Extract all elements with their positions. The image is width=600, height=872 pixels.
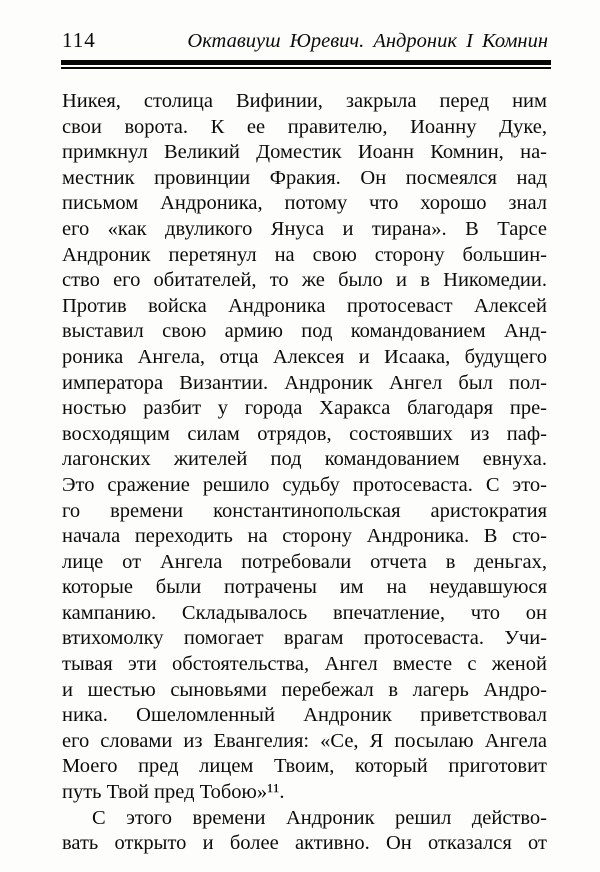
text-line: Это сражение решило судьбу протосеваста. С это-: [62, 473, 547, 496]
text-line: и шестью сыновьями перебежал в лагерь Андро-: [62, 678, 547, 701]
text-line: роника Ангела, отца Алексея и Исаака, будущего: [62, 345, 547, 368]
text-line: кампанию. Складывалось впечатление, что он: [62, 601, 547, 624]
page-header: [62, 28, 548, 53]
text-line: Против войска Андроника протосеваст Алексей: [62, 294, 547, 317]
text-line: его словами из Евангелия: «Се, Я посылаю Ангела: [62, 729, 547, 752]
text-line: которые были потрачены им на неудавшуюся: [62, 576, 547, 599]
text-line: лагонских жителей под командованием евнуха.: [62, 448, 547, 471]
text-line: письмом Андроника, потому что хорошо знал: [62, 192, 547, 215]
text-line: выставил свою армию под командованием Анд-: [62, 320, 547, 343]
page-number: 114: [62, 28, 96, 52]
text-line: местник провинции Фракия. Он посмеялся над: [62, 166, 547, 189]
text-line: вать открыто и более активно. Он отказался от: [62, 832, 547, 855]
text-line: ностью разбит у города Харакса благодаря пре-: [62, 397, 547, 420]
text-line: го времени константинопольская аристократия: [62, 499, 547, 522]
text-line: лице от Ангела потребовали отчета в деньгах,: [62, 550, 547, 573]
text-line: восходящим силам отрядов, состоявших из паф-: [62, 422, 547, 445]
text-line: путь Твой пред Тобою»¹¹.: [62, 781, 285, 804]
text-line: тывая эти обстоятельства, Ангел вместе с женой: [62, 653, 547, 676]
text-line: Моего пред лицем Твоим, который приготовит: [62, 755, 547, 778]
text-line: ника. Ошеломленный Андроник приветствовал: [62, 704, 547, 727]
header-rule-thick: [61, 60, 551, 65]
text-line: императора Византии. Андроник Ангел был пол-: [62, 371, 547, 394]
text-line: Никея, столица Вифинии, закрыла перед ним: [62, 90, 547, 112]
text-line: Андроник перетянул на свою сторону большин-: [62, 243, 547, 266]
text-line: примкнул Великий Доместик Иоанн Комнин, на-: [62, 141, 547, 164]
text-line: начала переходить на сторону Андроника. В сто-: [62, 525, 547, 548]
text-line: свои ворота. К ее правителю, Иоанну Дуке,: [62, 115, 547, 138]
running-title: Октавиуш Юревич. Андроник I Комнин: [187, 30, 548, 52]
text-line: ство его обитателей, то же было и в Никомедии.: [62, 269, 547, 292]
text-line: С этого времени Андроник решил действо-: [92, 806, 547, 829]
header-rule: [61, 60, 551, 69]
header-rule-thin: [61, 67, 551, 69]
text-line: его «как двуликого Януса и тирана». В Тарсе: [62, 217, 547, 240]
text-line: втихомолку помогает врагам протосеваста. Учи-: [62, 627, 547, 650]
body-text: [62, 89, 547, 857]
